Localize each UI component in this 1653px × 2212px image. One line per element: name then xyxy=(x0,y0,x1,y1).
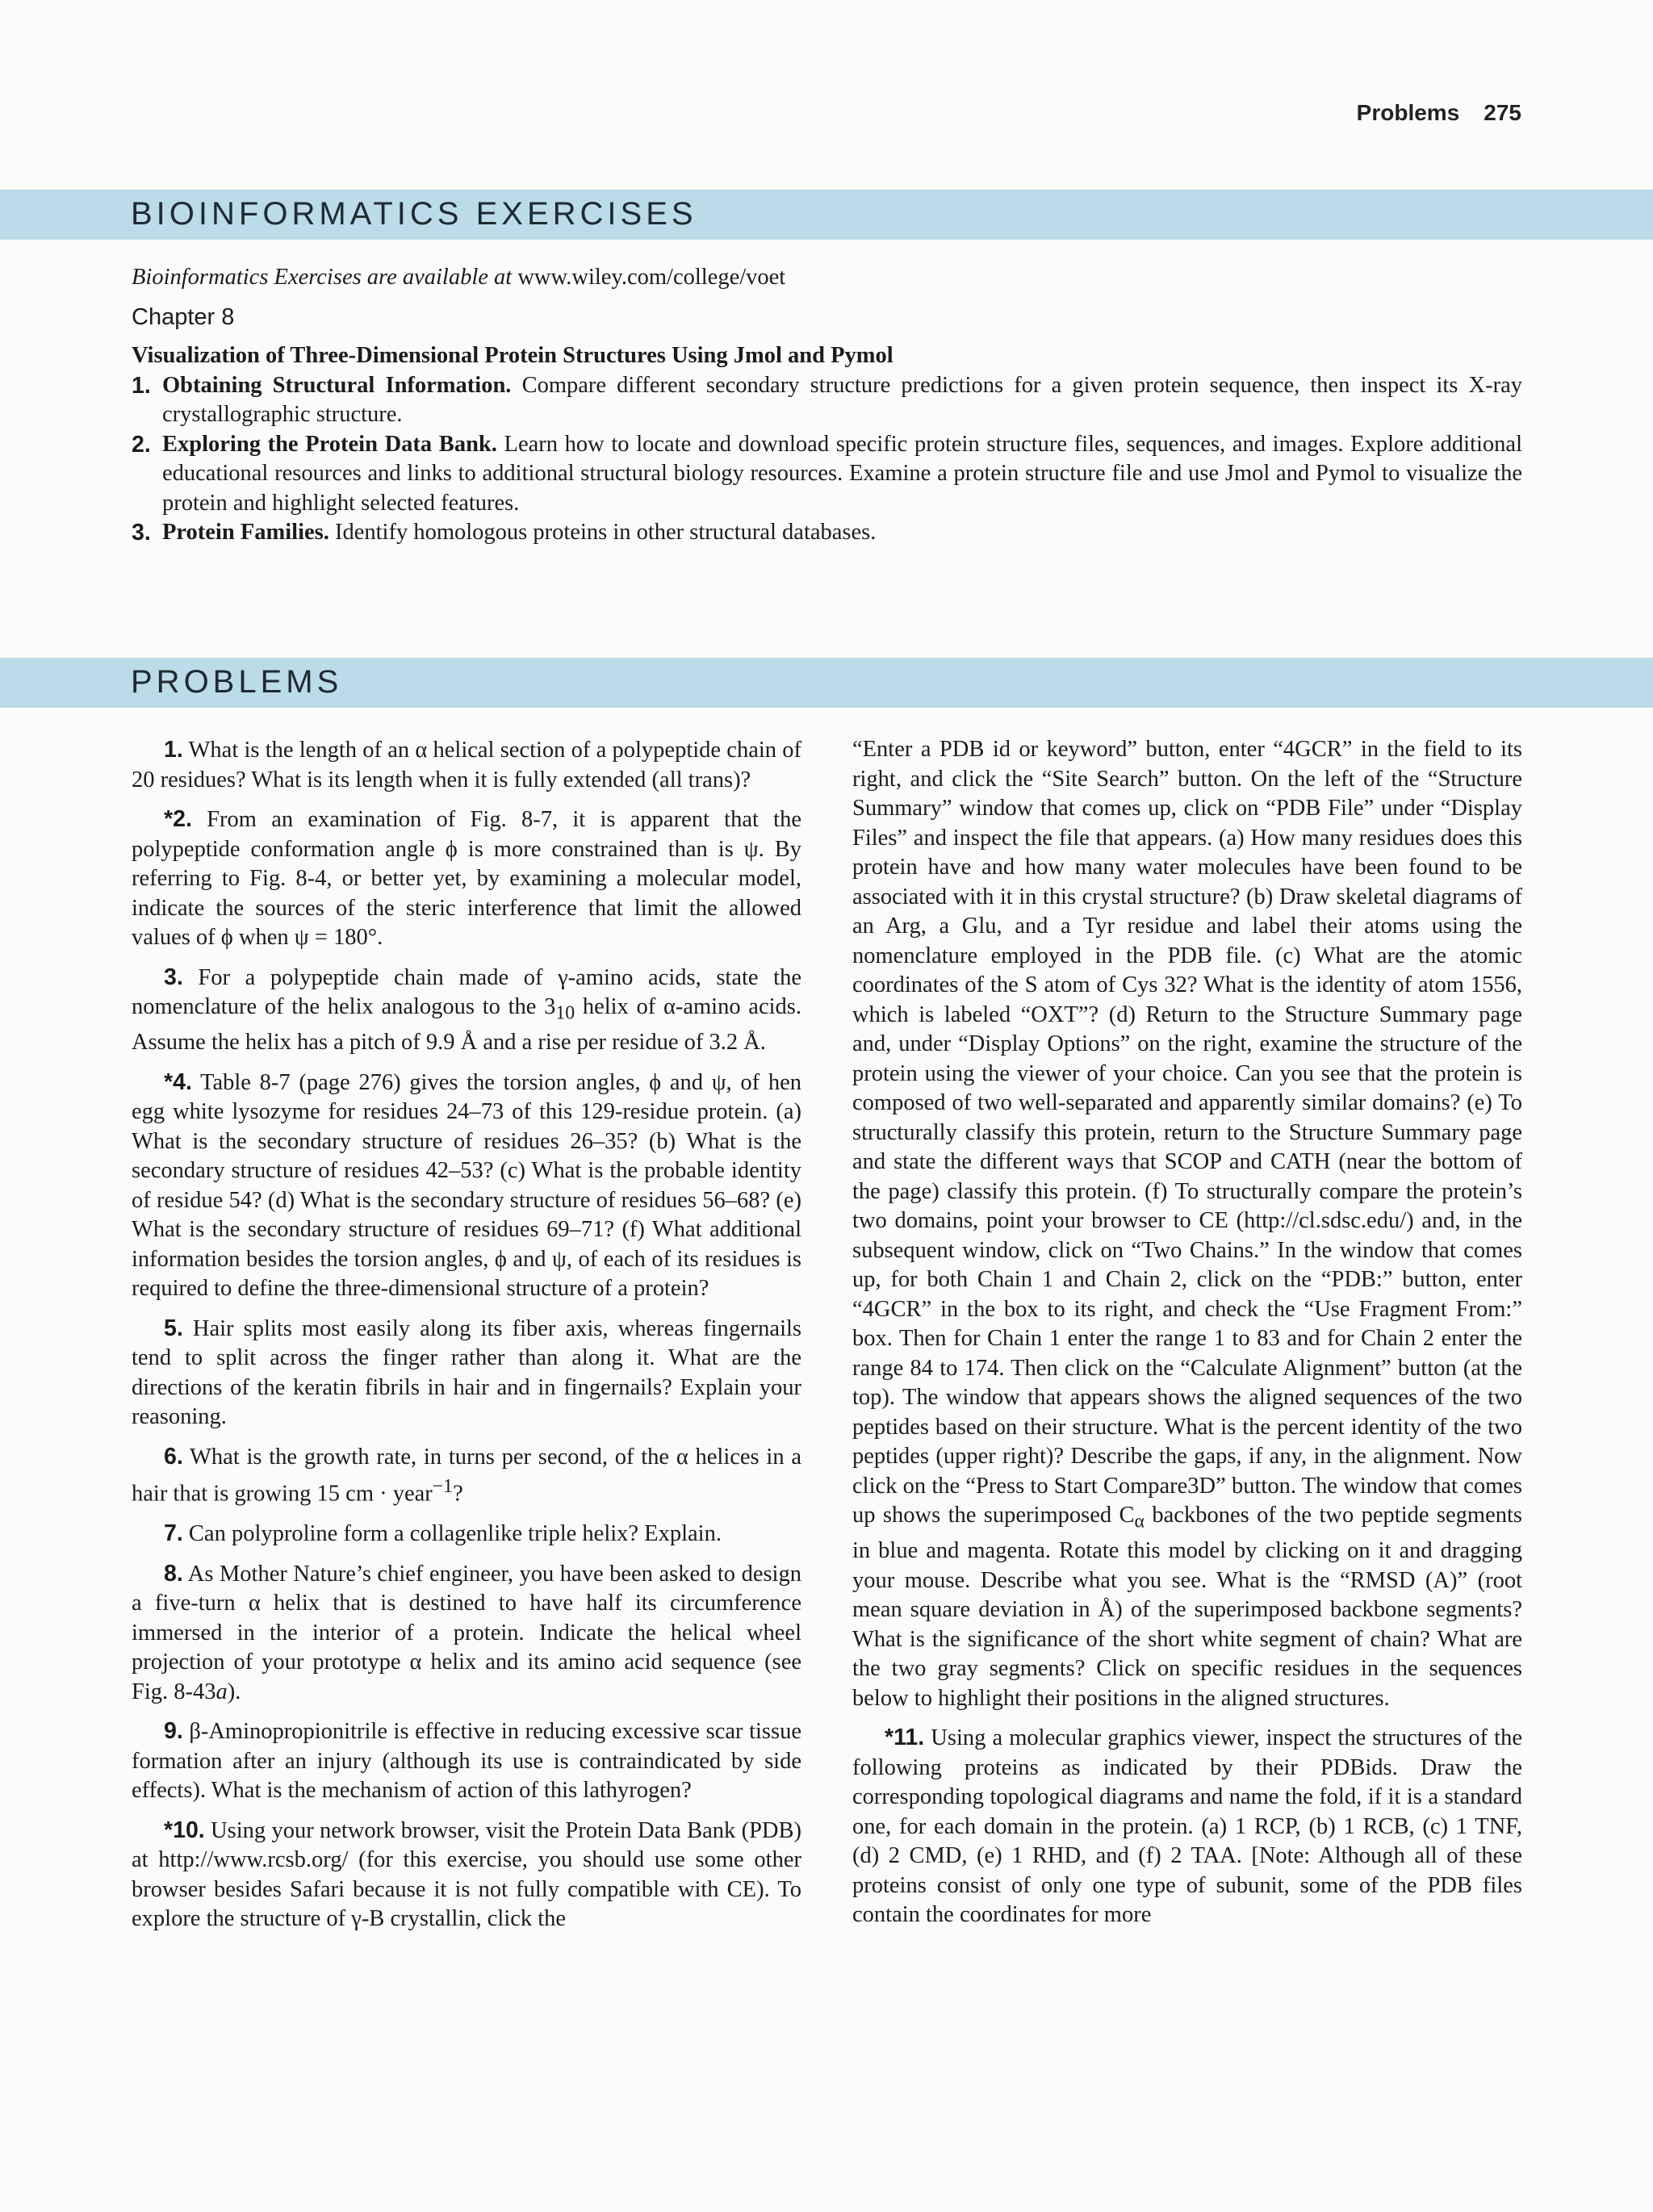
problem-number: *10. xyxy=(164,1817,205,1843)
problem-text: β-Aminopropionitrile is effective in reducing excessive scar tissue formation after an injury (although its use is contraindicated by side effects). What is the mechanism of action of this lathyrogen? xyxy=(132,1719,802,1804)
problem-number: *11. xyxy=(885,1725,925,1751)
exercise-title: Protein Families. xyxy=(162,520,329,545)
problem-text: What is the length of an α helical section of a polypeptide chain of 20 residues? What is its length when it is fully extended (all trans)? xyxy=(132,738,801,792)
problem-5 xyxy=(132,1314,801,1432)
problems-heading: PROBLEMS xyxy=(131,664,343,700)
superscript: −1 xyxy=(432,1476,454,1498)
availability-line xyxy=(132,263,1522,293)
problem-11 xyxy=(852,1723,1522,1930)
bioinformatics-heading: BIOINFORMATICS EXERCISES xyxy=(131,196,697,232)
problem-number: 3. xyxy=(164,964,183,990)
running-head-section: Problems xyxy=(1356,100,1460,125)
problem-8 xyxy=(132,1559,801,1708)
problem-text: Using your network browser, visit the Protein Data Bank (PDB) at http://www.rcsb.org/ (for this exercise, you should use some other browser besides Safari because it is not fully compatible with CE). To explore the structure of γ-B crystallin, click the xyxy=(132,1817,802,1932)
subscript: 10 xyxy=(555,1002,575,1024)
problem-7 xyxy=(132,1519,801,1549)
problem-text-continued: ? xyxy=(453,1481,463,1507)
exercise-text: Identify homologous proteins in other structural databases. xyxy=(334,520,877,545)
exercise-number: 2. xyxy=(132,431,151,458)
exercise-number: 1. xyxy=(132,372,151,399)
exercise-title: Obtaining Structural Information. xyxy=(162,372,512,398)
italic-text: a xyxy=(216,1679,228,1704)
exercise-number: 3. xyxy=(132,520,151,546)
problem-text-continued: backbones of the two peptide segments in blue and magenta. Rotate this model by clicking on it and dragging your mouse. Describe what you see. What is the “RMSD (A)” (root mean square deviation in Å) of the superimposed backbone segments? What is the significance of the short white segment of chain? What are the two gray segments? Click on specific residues in the sequences below to highlight their positions in the aligned structures. xyxy=(852,1503,1522,1711)
problem-text: For a polypeptide chain made of γ-amino acids, state the nomenclature of the helix analogous to the 3 xyxy=(132,964,801,1019)
problem-text: Table 8-7 (page 276) gives the torsion angles, ϕ and ψ, of hen egg white lysozyme for residues 24–73 of this 129-residue protein. (a) What is the secondary structure of residues 26–35? (b) What is the secondary structure of residues 42–53? (c) What is the probable identity of residue 54? (d) What is the secondary structure of residues 56–68? (e) What is the secondary structure of residues 69–71? (f) What additional information besides the torsion angles, ϕ and ψ, of each of its residues is required to define the three-dimensional structure of a protein? xyxy=(132,1069,801,1302)
left-column xyxy=(132,735,801,2059)
problem-text: Using a molecular graphics viewer, inspect the structures of the following proteins as indicated by their PDBids. Draw the corresponding topological diagrams and name the fold, if it is a standard one, for each domain in the protein. (a) 1 RCP, (b) 1 RCB, (c) 1 TNF, (d) 2 CMD, (e) 1 RHD, and (f) 2 TAA. [Note: Although all of these proteins consist of only one type of subunit, some of the PDB files contain the coordinates for more xyxy=(852,1725,1522,1928)
problem-10-continued xyxy=(852,735,1522,1713)
running-head xyxy=(1357,100,1521,126)
problem-number: 9. xyxy=(164,1718,183,1745)
problem-number: 1. xyxy=(164,737,183,763)
problem-text-continued: helix of α-amino acids. Assume the helix has a pitch of 9.9 Å and a rise per residue of 3.2 Å. xyxy=(132,994,801,1056)
problem-number: 6. xyxy=(164,1443,183,1470)
exercise-item xyxy=(132,371,1522,430)
exercise-title: Exploring the Protein Data Bank. xyxy=(162,431,497,457)
availability-label: Bioinformatics Exercises are available at xyxy=(132,265,513,290)
bioinformatics-section xyxy=(132,263,1522,548)
page-number: 275 xyxy=(1484,100,1521,125)
problem-9 xyxy=(132,1716,801,1806)
problem-text: “Enter a PDB id or keyword” button, enter “4GCR” in the field to its right, and click the “Site Search” button. On the left of the “Structure Summary” window that comes up, click on “PDB File” under “Display Files” and inspect the file that appears. (a) How many residues does this protein have and how many water molecules have been found to be associated with it in this crystal structure? (b) Draw skeletal diagrams of an Arg, a Glu, and a Tyr residue and label their atoms using the nomenclature employed in the PDB file. (c) What are the atomic coordinates of the S atom of Cys 32? What is the identity of atom 1556, which is labeled “OXT”? (d) Return to the Structure Summary page and, under “Display Options” on the right, examine the structure of the protein using the viewer of your choice. Can you see that the protein is composed of two well-separated and apparently similar domains? (e) To structurally classify this protein, return to the Structure Summary page and state the different ways that SCOP and CATH (near the bottom of the page) classify this protein. (f) To structurally compare the protein’s two domains, point your browser to CE (http://cl.sdsc.edu/) and, in the subsequent window, click on “Two Chains.” In the window that comes up, for both Chain 1 and Chain 2, click on the “PDB:” button, enter “4GCR” in the box to its right, and check the “Use Fragment From:” box. Then for Chain 1 enter the range 1 to 83 and for Chain 2 enter the range 84 to 174. Then click on the “Calculate Alignment” button (at the top). The window that appears shows the aligned sequences of the two peptides based on their structure. What is the percent identity of the two peptides (upper right)? Describe the gaps, if any, in the alignment. Now click on the “Press to Start Compare3D” button. The window that comes up shows the superimposed C xyxy=(852,737,1522,1528)
problem-4 xyxy=(132,1068,801,1304)
bioinformatics-banner xyxy=(0,190,1653,240)
chapter-label: Chapter 8 xyxy=(132,303,235,330)
exercise-text: Compare different secondary structure predictions for a given protein sequence, then inspect its X-ray crystallographic structure. xyxy=(162,372,1522,427)
problem-number: 8. xyxy=(164,1560,183,1587)
problem-number: *2. xyxy=(164,806,192,832)
problem-text: What is the growth rate, in turns per second, of the α helices in a hair that is growing 15 cm · year xyxy=(132,1444,801,1507)
problems-banner xyxy=(0,658,1653,708)
problem-text: Hair splits most easily along its fiber axis, whereas fingernails tend to split across the finger rather than along it. What are the directions of the keratin fibrils in hair and in fingernails? Explain your reasoning. xyxy=(132,1315,801,1430)
exercise-list xyxy=(132,371,1522,548)
problem-2 xyxy=(132,805,801,953)
right-column xyxy=(852,735,1522,2059)
problem-text-continued: ). xyxy=(227,1679,241,1704)
problems-columns xyxy=(132,735,1522,2059)
problem-6 xyxy=(132,1442,801,1510)
problem-3 xyxy=(132,963,801,1058)
subscript: α xyxy=(1134,1511,1145,1533)
problem-text: Can polyproline form a collagenlike triple helix? Explain. xyxy=(188,1521,722,1547)
problem-number: 7. xyxy=(164,1520,183,1547)
exercise-text: Learn how to locate and download specific protein structure files, sequences, and images. Explore additional educational resources and links to additional structural biology resources. Examine a protein structure file and use Jmol and Pymol to visualize the protein and highlight selected features. xyxy=(162,431,1522,516)
problem-1 xyxy=(132,735,801,795)
problem-10 xyxy=(132,1816,801,1934)
problem-text: From an examination of Fig. 8-7, it is apparent that the polypeptide conformation angle ϕ is more constrained than is ψ. By referring to Fig. 8-4, or better yet, by examining a molecular model, indicate the sources of the steric interference that limit the allowed values of ϕ when ψ = 180°. xyxy=(132,807,801,950)
problem-number: 5. xyxy=(164,1315,183,1341)
exercise-item xyxy=(132,430,1522,519)
availability-url: www.wiley.com/college/voet xyxy=(517,265,786,290)
problem-text: As Mother Nature’s chief engineer, you have been asked to design a five-turn α helix that is destined to have half its circumference immersed in the interior of a protein. Indicate the helical wheel projection of your prototype α helix and its amino acid sequence (see Fig. 8-43 xyxy=(132,1561,801,1704)
problem-number: *4. xyxy=(164,1068,192,1095)
exercise-set-title: Visualization of Three-Dimensional Protein Structures Using Jmol and Pymol xyxy=(132,343,893,368)
exercise-item xyxy=(132,518,1522,548)
